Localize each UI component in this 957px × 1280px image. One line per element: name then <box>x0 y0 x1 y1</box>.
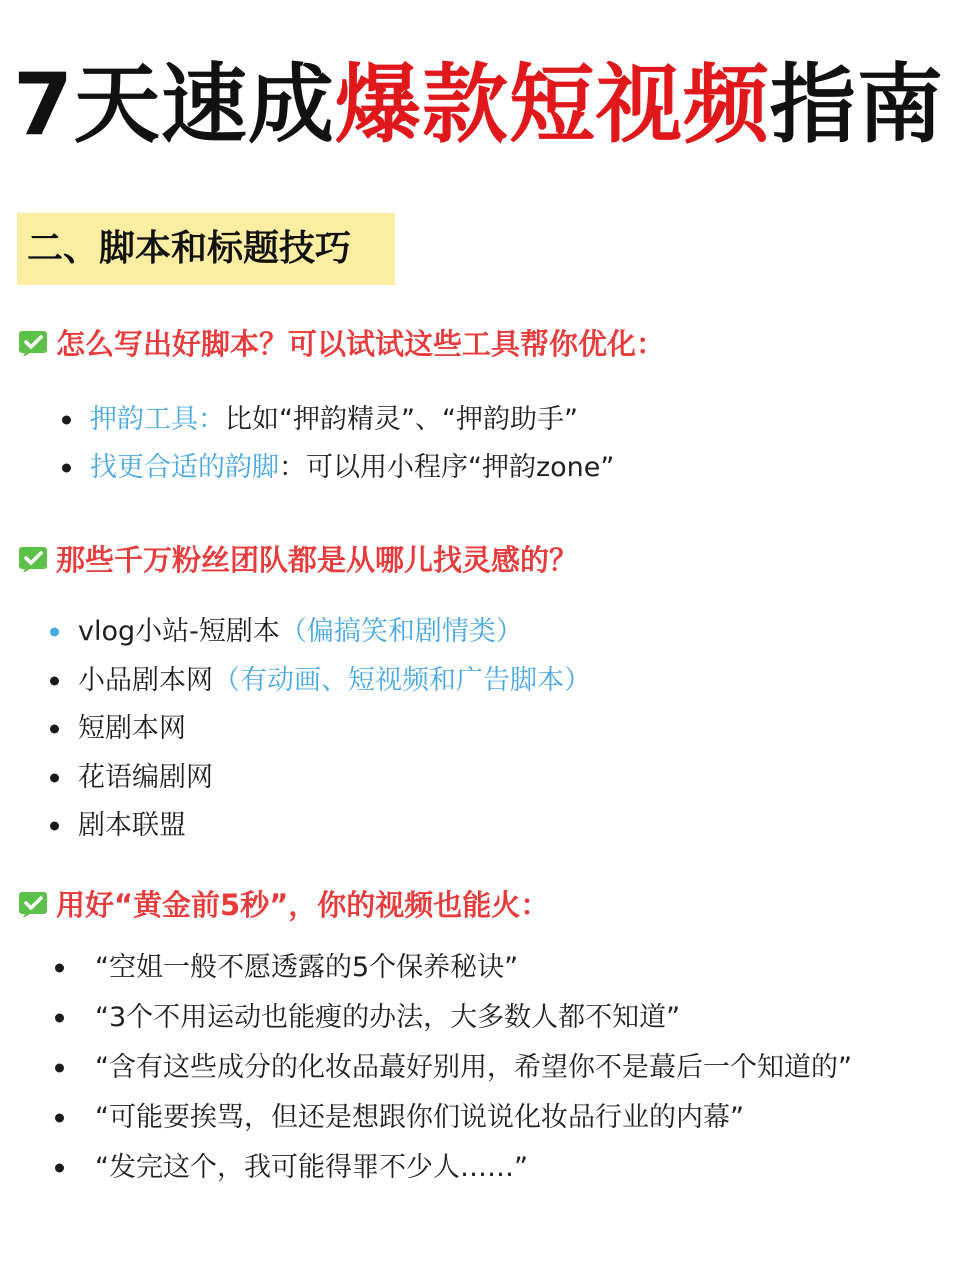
bullet-icon <box>62 416 71 425</box>
list-item <box>50 705 591 754</box>
list-item <box>50 754 591 803</box>
block-3-list <box>55 943 852 1193</box>
title-part-1: 7天速成 <box>13 55 335 155</box>
check-icon <box>18 889 48 919</box>
block-2-list <box>50 608 591 851</box>
item-text: “发完这个，我可能得罪不少人……” <box>95 1152 528 1183</box>
item-text: “3个不用运动也能瘦的办法，大多数人都不知道” <box>95 1002 681 1033</box>
bullet-icon <box>55 1064 64 1073</box>
list-item <box>62 396 614 444</box>
title-part-3: 指南 <box>769 55 944 155</box>
section-badge: 二、脚本和标题技巧 <box>17 213 395 285</box>
bullet-icon <box>55 1114 64 1123</box>
item-text: 花语编剧网 <box>78 761 213 793</box>
list-item <box>50 802 591 851</box>
list-item <box>55 943 852 993</box>
block-1-heading-text: 怎么写出好脚本？可以试试这些工具帮你优化： <box>56 327 666 361</box>
item-highlight: 押韵工具： <box>90 404 225 435</box>
item-text: “空姐一般不愿透露的5个保养秘诀” <box>95 952 519 983</box>
list-item <box>55 1043 852 1093</box>
bullet-icon <box>55 1164 64 1173</box>
title-part-2-highlight: 爆款短视频 <box>334 55 770 155</box>
bullet-icon <box>50 676 59 685</box>
check-icon <box>18 544 48 574</box>
block-2-heading <box>18 538 578 579</box>
bullet-icon <box>50 725 59 734</box>
item-text: ：可以用小程序“押韵zone” <box>279 452 615 483</box>
item-text: vlog小站-短剧本 <box>78 616 280 647</box>
list-item <box>55 1143 852 1193</box>
list-item <box>50 657 591 706</box>
bullet-icon <box>55 964 64 973</box>
block-1-heading <box>18 322 665 363</box>
list-item <box>55 993 852 1043</box>
block-3-heading <box>18 883 549 924</box>
item-highlight: 找更合适的韵脚 <box>90 452 279 483</box>
item-text: “可能要挨骂，但还是想跟你们说说化妆品行业的内幕” <box>95 1102 744 1133</box>
bullet-icon <box>50 628 59 637</box>
bullet-icon <box>50 773 59 782</box>
block-1-list <box>62 396 614 492</box>
item-text: “含有这些成分的化妆品蕞好别用，希望你不是蕞后一个知道的” <box>95 1052 852 1083</box>
page-title <box>0 50 957 160</box>
list-item <box>62 444 614 492</box>
list-item <box>55 1093 852 1143</box>
item-text: 剧本联盟 <box>78 810 186 841</box>
block-3-heading-text: 用好“黄金前5秒”，你的视频也能火： <box>56 888 550 922</box>
item-note: （有动画、短视频和广告脚本） <box>213 664 591 696</box>
item-text: 小品剧本网 <box>78 664 213 696</box>
block-2-heading-text: 那些千万粉丝团队都是从哪儿找灵感的？ <box>56 543 579 577</box>
bullet-icon <box>50 822 59 831</box>
bullet-icon <box>62 464 71 473</box>
item-text: 比如“押韵精灵”、“押韵助手” <box>225 404 578 435</box>
item-note: （偏搞笑和剧情类） <box>279 616 523 647</box>
bullet-icon <box>55 1014 64 1023</box>
item-text: 短剧本网 <box>78 713 186 744</box>
check-icon <box>18 328 48 358</box>
list-item <box>50 608 591 657</box>
